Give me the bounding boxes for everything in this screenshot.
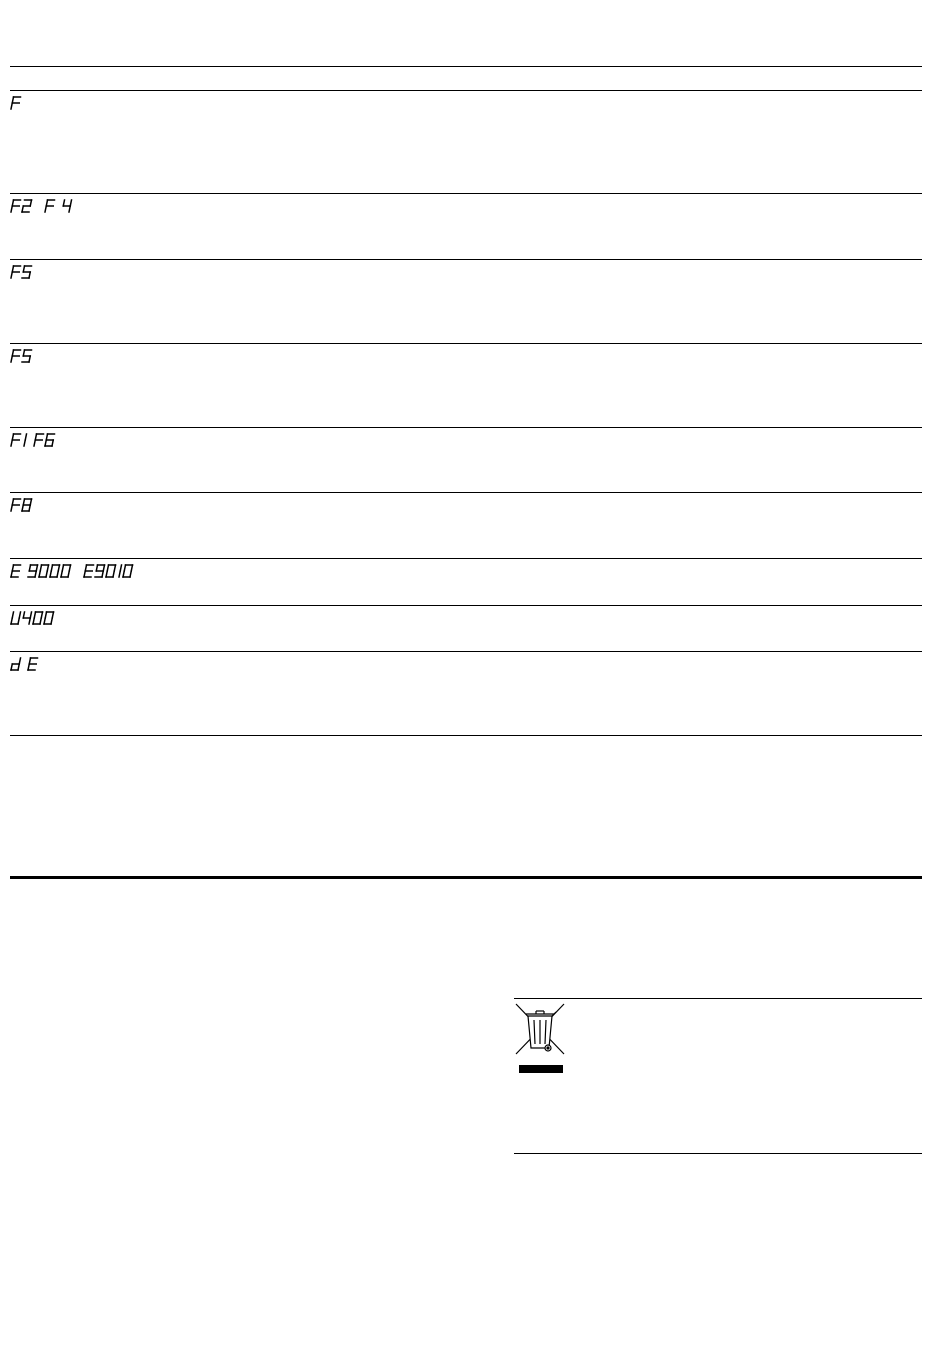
digit-glyph bbox=[45, 434, 55, 446]
digit-glyph bbox=[11, 658, 21, 670]
row-divider bbox=[10, 427, 922, 428]
digit-glyph bbox=[22, 499, 32, 511]
digit-glyph bbox=[23, 612, 31, 624]
digit-glyph bbox=[63, 200, 71, 212]
digit-glyph bbox=[28, 565, 38, 577]
row-divider bbox=[10, 193, 922, 194]
digit-glyph bbox=[11, 200, 21, 212]
table-header-top-rule bbox=[10, 66, 922, 67]
digit-glyph bbox=[50, 565, 60, 577]
digit-glyph bbox=[11, 97, 21, 109]
digit-glyph bbox=[44, 612, 54, 624]
digit-glyph bbox=[11, 266, 21, 278]
digit-glyph bbox=[123, 565, 133, 577]
digit-glyph bbox=[22, 266, 32, 278]
fault-code bbox=[10, 656, 45, 678]
fault-code bbox=[10, 563, 140, 585]
digit-glyph bbox=[11, 565, 21, 577]
digit-glyph bbox=[45, 200, 55, 212]
digit-glyph bbox=[84, 565, 94, 577]
digit-glyph bbox=[61, 565, 71, 577]
fault-code bbox=[10, 95, 28, 117]
digit-glyph bbox=[11, 434, 21, 446]
row-divider bbox=[10, 259, 922, 260]
digit-glyph bbox=[39, 565, 49, 577]
section-divider bbox=[10, 876, 922, 879]
digit-glyph bbox=[34, 434, 44, 446]
row-divider bbox=[10, 343, 922, 344]
fault-code bbox=[10, 432, 62, 454]
digit-glyph bbox=[22, 350, 32, 362]
digit-glyph bbox=[119, 565, 122, 577]
digit-glyph bbox=[11, 499, 21, 511]
fault-code bbox=[10, 497, 39, 519]
digit-glyph bbox=[11, 612, 21, 624]
fault-code bbox=[10, 198, 79, 220]
digit-glyph bbox=[11, 350, 21, 362]
disposal-box-top-rule bbox=[514, 998, 922, 999]
digit-glyph bbox=[33, 612, 43, 624]
row-divider bbox=[10, 651, 922, 652]
row-divider bbox=[10, 492, 922, 493]
digit-glyph bbox=[24, 434, 27, 446]
table-header-bottom-rule bbox=[10, 90, 922, 91]
digit-glyph bbox=[28, 658, 38, 670]
fault-code bbox=[10, 264, 39, 286]
disposal-box-bottom-rule bbox=[514, 1153, 922, 1154]
fault-code bbox=[10, 610, 61, 632]
table-bottom-rule bbox=[10, 735, 922, 736]
digit-glyph bbox=[106, 565, 116, 577]
digit-glyph bbox=[95, 565, 105, 577]
fault-code bbox=[10, 348, 39, 370]
row-divider bbox=[10, 605, 922, 606]
row-divider bbox=[10, 558, 922, 559]
digit-glyph bbox=[22, 200, 32, 212]
crossed-out-wheelie-bin-icon bbox=[514, 1002, 566, 1074]
